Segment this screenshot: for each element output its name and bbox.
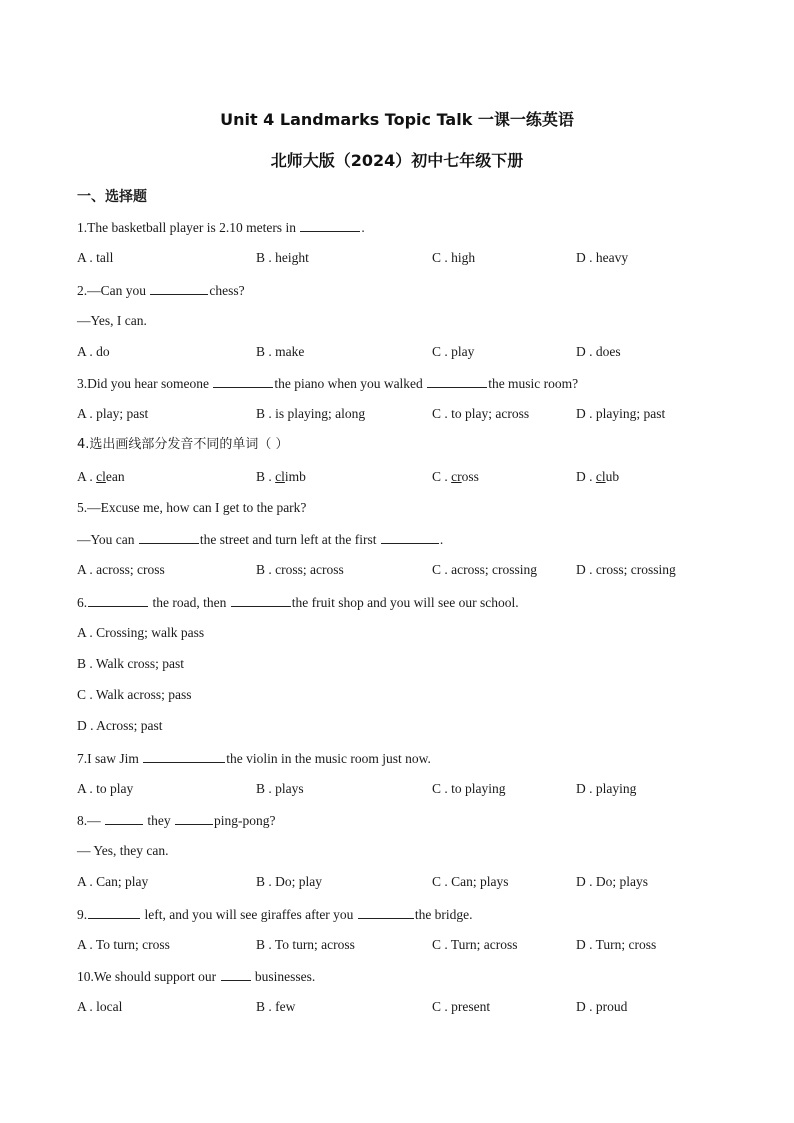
option-c: C . play — [432, 344, 475, 359]
option-a: A . To turn; cross — [77, 937, 170, 952]
question-6-option-d: D . Across; past — [77, 718, 163, 733]
question-3-options — [0, 405, 794, 423]
question-10-options — [0, 998, 794, 1016]
underlined-letters: cl — [595, 469, 606, 484]
option-b: B . cross; across — [256, 562, 344, 577]
section-heading: 一、选择题 — [77, 189, 147, 205]
option-d: D . playing; past — [576, 406, 666, 421]
option-a: A . clean — [77, 469, 125, 484]
question-7-stem: 7.I saw Jim the violin in the music room just now. — [77, 751, 431, 766]
option-b: B . climb — [256, 469, 306, 484]
answer-blank — [427, 374, 487, 388]
question-5-options — [0, 561, 794, 579]
option-c: C . present — [432, 999, 491, 1014]
question-6-stem: 6. the road, then the fruit shop and you will see our school. — [77, 595, 519, 610]
option-d: D . playing — [576, 781, 637, 796]
question-4-stem: 4.选出画线部分发音不同的单词（ ） — [77, 437, 289, 452]
option-b: B . is playing; along — [256, 406, 366, 421]
answer-blank — [381, 530, 439, 544]
option-a: A . Can; play — [77, 874, 149, 889]
option-b: B . few — [256, 999, 296, 1014]
answer-blank — [175, 811, 213, 825]
option-c: C . to playing — [432, 781, 506, 796]
question-7-options — [0, 780, 794, 798]
answer-blank — [231, 593, 291, 607]
option-b: B . make — [256, 344, 305, 359]
answer-blank — [88, 593, 148, 607]
option-b: B . Do; play — [256, 874, 322, 889]
document-title-line1: Unit 4 Landmarks Topic Talk 一课一练英语 — [220, 110, 574, 129]
underlined-letters: cl — [275, 469, 285, 484]
question-6-option-a: A . Crossing; walk pass — [77, 625, 205, 640]
question-2-options — [0, 343, 794, 361]
question-6-option-c: C . Walk across; pass — [77, 687, 192, 702]
option-a: A . to play — [77, 781, 134, 796]
option-a: A . play; past — [77, 406, 149, 421]
option-d: D . proud — [576, 999, 628, 1014]
option-d: D . club — [576, 469, 620, 484]
question-1-options — [0, 249, 794, 267]
question-2-stem: 2.—Can you chess? — [77, 283, 245, 298]
option-d: D . cross; crossing — [576, 562, 676, 577]
option-a: A . local — [77, 999, 123, 1014]
answer-blank — [139, 530, 199, 544]
option-d: D . does — [576, 344, 621, 359]
document-title-line2: 北师大版（2024）初中七年级下册 — [270, 151, 524, 170]
answer-blank — [88, 905, 140, 919]
option-b: B . To turn; across — [256, 937, 355, 952]
option-a: A . tall — [77, 250, 114, 265]
question-3-stem: 3.Did you hear someone the piano when you walked the music room? — [77, 376, 579, 391]
question-5-stem: 5.—Excuse me, how can I get to the park? — [77, 500, 307, 515]
answer-blank — [150, 281, 208, 295]
question-5-reply: —You can the street and turn left at the first . — [77, 532, 444, 547]
option-d: D . Turn; cross — [576, 937, 657, 952]
answer-blank — [213, 374, 273, 388]
option-c: C . high — [432, 250, 476, 265]
option-c: C . across; crossing — [432, 562, 537, 577]
answer-blank — [221, 967, 251, 981]
question-10-stem: 10.We should support our businesses. — [77, 969, 316, 984]
option-c: C . Can; plays — [432, 874, 509, 889]
underlined-letters: cl — [96, 469, 106, 484]
question-8-options — [0, 873, 794, 891]
question-8-stem: 8.— they ping-pong? — [77, 813, 276, 828]
question-6-option-b: B . Walk cross; past — [77, 656, 185, 671]
question-4-options — [0, 468, 794, 486]
option-c: C . Turn; across — [432, 937, 518, 952]
question-1-stem: 1.The basketball player is 2.10 meters in . — [77, 220, 365, 235]
underlined-letters: cr — [451, 469, 462, 484]
question-8-reply: — Yes, they can. — [77, 843, 169, 858]
option-a: A . do — [77, 344, 110, 359]
answer-blank — [358, 905, 414, 919]
question-9-options — [0, 936, 794, 954]
question-9-stem: 9. left, and you will see giraffes after you the bridge. — [77, 907, 473, 922]
option-d: D . heavy — [576, 250, 629, 265]
option-b: B . height — [256, 250, 309, 265]
option-c: C . cross — [432, 469, 479, 484]
option-b: B . plays — [256, 781, 304, 796]
option-d: D . Do; plays — [576, 874, 648, 889]
option-a: A . across; cross — [77, 562, 165, 577]
question-2-reply: —Yes, I can. — [77, 313, 147, 328]
answer-blank — [143, 749, 225, 763]
answer-blank — [105, 811, 143, 825]
option-c: C . to play; across — [432, 406, 530, 421]
answer-blank — [300, 218, 360, 232]
